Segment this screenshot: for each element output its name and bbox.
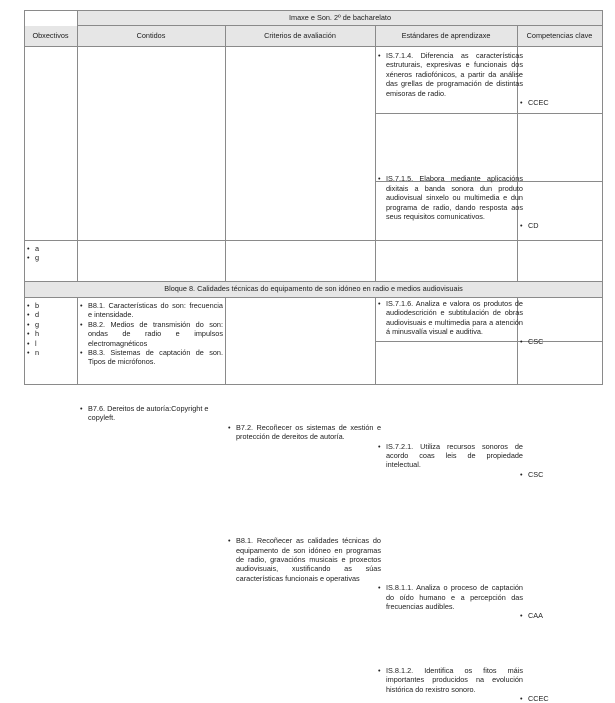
objectives-list [27, 244, 75, 263]
objective-item: • a [27, 244, 75, 253]
objective-item: • g [27, 320, 75, 329]
standard-text: • IS.7.2.1. Utiliza recursos sonoros de acordo coas leis de propiedade intelectual. [378, 442, 523, 470]
rule [77, 25, 603, 26]
competence-text: • CCEC [520, 694, 608, 703]
standard-text: • IS.7.1.4. Diferencia as características estruturais, expresivas e funcionais dos xéneros radiofónicos, a partir da análise das grellas de programación de distintas emisoras de radio. [378, 51, 523, 98]
rule [24, 10, 603, 11]
competence-text: • CD [520, 221, 608, 230]
criterion-text: • B7.2. Recoñecer os sistemas de xestión e protección de dereitos de autoría. [228, 423, 381, 442]
competence-text: • CCEC [520, 98, 608, 107]
column-header-competences: Competencias clave [526, 31, 593, 40]
rule [602, 10, 603, 385]
rule [77, 297, 78, 385]
standard-text: • IS.7.1.5. Elabora mediante aplicacións dixitais a banda sonora dun produto audiovisual sinxelo ou multimedia e dun programa de radio, dando resposta aos seus requisitos comunicativos. [378, 174, 523, 221]
content-item: • B8.2. Medios de transmisión do son: ondas de radio e impulsos electromagnéticos [80, 320, 223, 348]
criterion-text: • B8.1. Recoñecer as calidades técnicas do equipamento de son idóneo en programas de radio, gravacións musicais e proxectos audiovisuais, xustificando as súas características funcionais e operativas [228, 536, 381, 583]
column-header-objectives: Obxectivos [32, 31, 69, 40]
objective-item: • g [27, 253, 75, 262]
column-header-standards: Estándares de aprendizaxe [401, 31, 491, 40]
rule [225, 26, 226, 282]
objective-item: • l [27, 339, 75, 348]
block-title: Bloque 8. Calidades técnicas do equipamento de son idóneo en radio e medios audiovisuais [164, 284, 463, 293]
objectives-list [27, 301, 75, 357]
objective-item: • n [27, 348, 75, 357]
content-item: • B8.1. Características do son: frecuencia e intensidade. [80, 301, 223, 320]
rule [375, 113, 603, 114]
objective-item: • b [27, 301, 75, 310]
column-header-contents: Contidos [136, 31, 166, 40]
content-text: • B7.6. Dereitos de autoría:Copyright e copyleft. [80, 404, 231, 423]
competence-text: • CSC [520, 337, 608, 346]
column-header-criteria: Criterios de avaliación [264, 31, 336, 40]
competence-text: • CAA [520, 611, 608, 620]
content-item: • B8.3. Sistemas de captación de son. Tipos de micrófonos. [80, 348, 223, 367]
competence-text: • CSC [520, 470, 608, 479]
rule [225, 297, 226, 385]
rule [375, 26, 376, 282]
standard-text: • IS.8.1.2. Identifica os fitos máis importantes producidos na evolución histórica do rexistro sonoro. [378, 666, 523, 694]
objective-item: • h [27, 329, 75, 338]
contents-list [80, 301, 223, 367]
rule [375, 297, 376, 385]
standard-text: • IS.7.1.6. Analiza e valora os produtos de audiodescrición e subtitulación de obras audiovisuais e multimedia para a atención á minusvalía visual e auditiva. [378, 299, 523, 337]
rule [77, 10, 78, 282]
standard-text: • IS.8.1.1. Analiza o proceso de captación do oído humano e a percepción das frecuencias audibles. [378, 583, 523, 611]
rule [24, 10, 25, 385]
table-banner: Imaxe e Son. 2º de bacharelato [288, 13, 392, 22]
objective-item: • d [27, 310, 75, 319]
